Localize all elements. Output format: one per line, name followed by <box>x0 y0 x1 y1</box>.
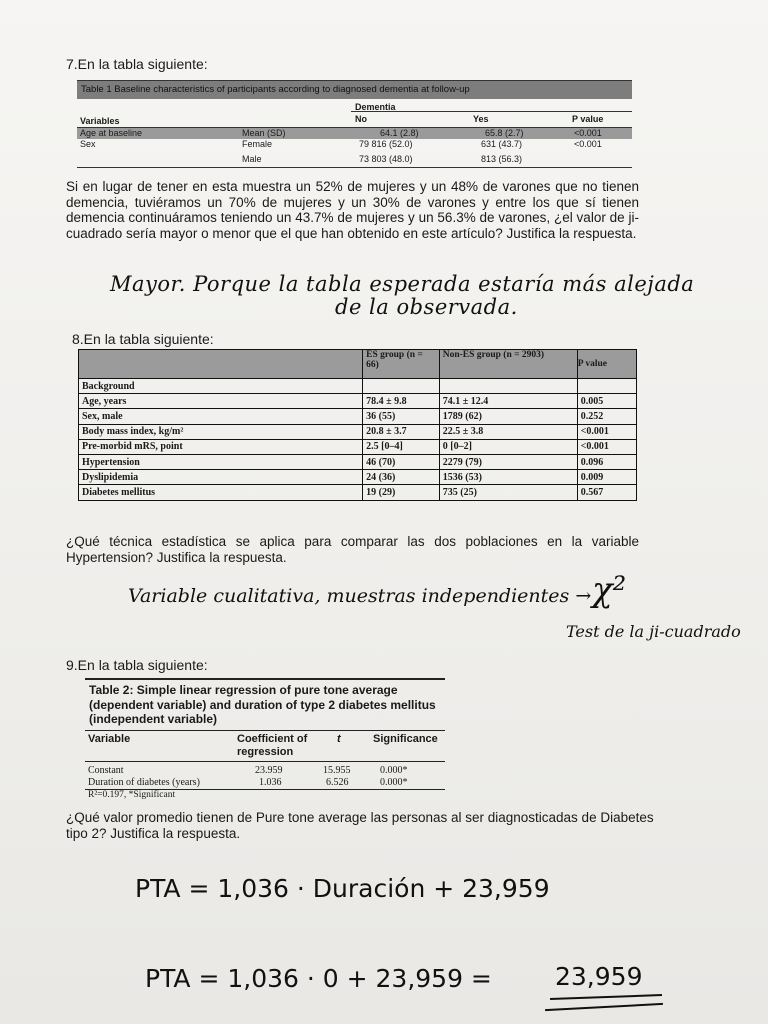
table-row: Body mass index, kg/m² 20.8 ± 3.7 22.5 ± 3.8 <0.001 <box>79 424 637 439</box>
q8-answer-line1: Variable cualitativa, muestras independientes → <box>128 585 592 607</box>
q9-title: 9.En la tabla siguiente: <box>66 657 208 673</box>
table-row: Age at baseline Mean (SD) 64.1 (2.8) 65.8 (2.7) <0.001 <box>77 128 632 139</box>
section-background: Background <box>79 379 363 394</box>
header-blank <box>79 350 363 379</box>
table-2-title: Table 2: Simple linear regression of pure tone average (dependent variable) and duration of type 2 diabetes mellitus (independent variable) <box>85 678 445 731</box>
table-row: Diabetes mellitus 19 (29) 735 (25) 0.567 <box>79 485 637 500</box>
col-es-group: ES group (n = 66) <box>363 350 440 379</box>
table-row: Pre-morbid mRS, point 2.5 [0–4] 0 [0–2] <0.001 <box>79 439 637 454</box>
table-row: Sex Female 79 816 (52.0) 631 (43.7) <0.001 <box>80 139 602 149</box>
q8-answer-chi: χ² <box>592 570 627 610</box>
underline-mark <box>550 994 662 1000</box>
q7-answer-line1: Mayor. Porque la tabla esperada estaría más alejada <box>110 272 695 296</box>
table-2 <box>85 678 445 802</box>
col-dementia: Dementia <box>355 102 396 112</box>
col-non-es-group: Non-ES group (n = 2903) <box>439 350 577 379</box>
col-variables: Variables <box>80 116 120 126</box>
col-p-value: P value <box>577 350 636 379</box>
table-8 <box>78 349 637 501</box>
table-row: Constant 23.959 15.955 0.000* <box>88 764 408 776</box>
table-1 <box>77 80 632 168</box>
table-row: Sex, male 36 (55) 1789 (62) 0.252 <box>79 409 637 424</box>
table-row: Age, years 78.4 ± 9.8 74.1 ± 12.4 0.005 <box>79 394 637 409</box>
q8-title: 8.En la tabla siguiente: <box>72 331 214 347</box>
table-row: Male 73 803 (48.0) 813 (56.3) <box>242 154 523 164</box>
q9-answer-line2: PTA = 1,036 · 0 + 23,959 = <box>145 964 492 993</box>
table-row: Hypertension 46 (70) 2279 (79) 0.096 <box>79 454 637 469</box>
q9-answer-line1: PTA = 1,036 · Duración + 23,959 <box>135 874 550 903</box>
underline-mark <box>545 1003 663 1011</box>
table-2-header: Variable Coefficient of regression t Significance <box>85 731 445 762</box>
q9-question: ¿Qué valor promedio tienen de Pure tone average las personas al ser diagnosticadas de Diabetes tipo 2? Justifica la respuesta. <box>66 810 654 841</box>
table-1-caption: Table 1 Baseline characteristics of participants according to diagnosed dementia at follow-up <box>77 80 632 99</box>
table-row: Dyslipidemia 24 (36) 1536 (53) 0.009 <box>79 470 637 485</box>
table-row: Duration of diabetes (years) 1.036 6.526 0.000* <box>88 776 408 788</box>
q8-question: ¿Qué técnica estadística se aplica para comparar las dos poblaciones en la variable Hypertension? Justifica la respuesta. <box>66 534 639 565</box>
q8-answer-line2: Test de la ji-cuadrado <box>566 622 741 641</box>
q7-answer-line2: de la observada. <box>335 295 518 319</box>
q7-question: Si en lugar de tener en esta muestra un 52% de mujeres y un 48% de varones que no tienen demencia, tuviéramos un 70% de mujeres y un 30% de varones y entre los que sí tienen demencia continuáramos teniendo un 43.7% de mujeres y un 56.3% de varones, ¿el valor de ji-cuadrado sería mayor o menor que el que han obtenido en este artículo? Justifica la respuesta. <box>66 179 639 241</box>
q9-answer-result: 23,959 <box>555 962 643 991</box>
col-no: No <box>355 114 367 124</box>
col-pvalue: P value <box>572 114 604 124</box>
q7-title: 7.En la tabla siguiente: <box>66 56 208 72</box>
col-yes: Yes <box>473 114 489 124</box>
table-2-footnote: R²=0.197, *Significant <box>88 789 176 800</box>
